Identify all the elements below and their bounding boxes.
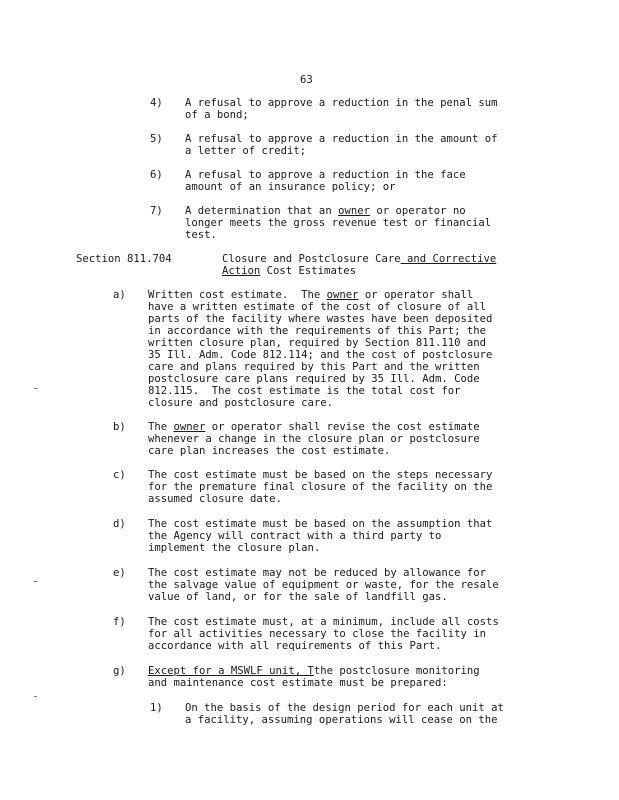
paragraph-text: On the basis of the design period for each unit at	[185, 702, 504, 714]
paragraph-text: care plan increases the cost estimate.	[148, 445, 391, 457]
paragraph-text: in accordance with the requirements of this Part; the	[148, 325, 487, 337]
paragraph-text: care and plans required by this Part and the written	[148, 361, 480, 373]
paragraph-text: 35 Ill. Adm. Code 812.114; and the cost of postclosure	[148, 349, 493, 361]
subitem-number: 1)	[150, 702, 163, 714]
paragraph-text: The cost estimate must be based on the assumption that	[148, 518, 493, 530]
paragraph-letter: f)	[113, 616, 126, 628]
item-number: 5)	[150, 133, 163, 145]
item-text: A refusal to approve a reduction in the face	[185, 169, 466, 181]
paragraph-letter: b)	[113, 421, 126, 433]
paragraph-text: and maintenance cost estimate must be prepared:	[148, 677, 448, 689]
paragraph-letter: e)	[113, 567, 126, 579]
paragraph-text: parts of the facility where wastes have been deposited	[148, 313, 493, 325]
paragraph-text: for all activities necessary to close the facility in	[148, 628, 487, 640]
paragraph-text: assumed closure date.	[148, 493, 282, 505]
item-text: test.	[185, 229, 217, 241]
paragraph-text: The cost estimate may not be reduced by allowance for	[148, 567, 487, 579]
section-label: Section 811.704	[76, 253, 172, 265]
scan-mark	[34, 388, 37, 389]
item-text: a letter of credit;	[185, 145, 307, 157]
paragraph-text: The cost estimate must be based on the steps necessary	[148, 469, 493, 481]
section-title: Closure and Postclosure Care and Corrective	[222, 253, 497, 265]
paragraph-text: accordance with all requirements of this Part.	[148, 640, 442, 652]
page-number: 63	[300, 74, 313, 86]
paragraph-text: 812.115. The cost estimate is the total cost for	[148, 385, 461, 397]
paragraph-text: whenever a change in the closure plan or postclosure	[148, 433, 480, 445]
paragraph-text: value of land, or for the sale of landfill gas.	[148, 591, 448, 603]
item-number: 4)	[150, 97, 163, 109]
paragraph-text: Written cost estimate. The owner or operator shall	[148, 289, 474, 301]
paragraph-text: implement the closure plan.	[148, 542, 321, 554]
underlined-term: owner	[338, 205, 370, 217]
item-text: amount of an insurance policy; or	[185, 181, 396, 193]
scan-mark	[34, 696, 37, 697]
scan-mark	[34, 581, 37, 582]
paragraph-text: have a written estimate of the cost of closure of all	[148, 301, 487, 313]
paragraph-text: postclosure care plans required by 35 Ill. Adm. Code	[148, 373, 480, 385]
paragraph-text: a facility, assuming operations will cease on the	[185, 714, 498, 726]
section-title: Action Cost Estimates	[222, 265, 356, 277]
paragraph-text: written closure plan, required by Section 811.110 and	[148, 337, 487, 349]
paragraph-letter: c)	[113, 469, 126, 481]
item-number: 7)	[150, 205, 163, 217]
item-number: 6)	[150, 169, 163, 181]
paragraph-letter: g)	[113, 665, 126, 677]
item-text: A refusal to approve a reduction in the penal sum	[185, 97, 498, 109]
paragraph-text: the salvage value of equipment or waste, for the resale	[148, 579, 499, 591]
paragraph-text: The cost estimate must, at a minimum, include all costs	[148, 616, 499, 628]
paragraph-letter: a)	[113, 289, 126, 301]
item-text: A refusal to approve a reduction in the amount of	[185, 133, 498, 145]
paragraph-text: Except for a MSWLF unit, Tthe postclosure monitoring	[148, 665, 480, 677]
item-text: longer meets the gross revenue test or financial	[185, 217, 492, 229]
paragraph-text: the Agency will contract with a third party to	[148, 530, 442, 542]
paragraph-text: for the premature final closure of the facility on the	[148, 481, 493, 493]
paragraph-letter: d)	[113, 518, 126, 530]
paragraph-text: The owner or operator shall revise the cost estimate	[148, 421, 480, 433]
paragraph-text: closure and postclosure care.	[148, 397, 333, 409]
item-text: of a bond;	[185, 109, 249, 121]
item-text: A determination that an owner or operator no	[185, 205, 466, 217]
